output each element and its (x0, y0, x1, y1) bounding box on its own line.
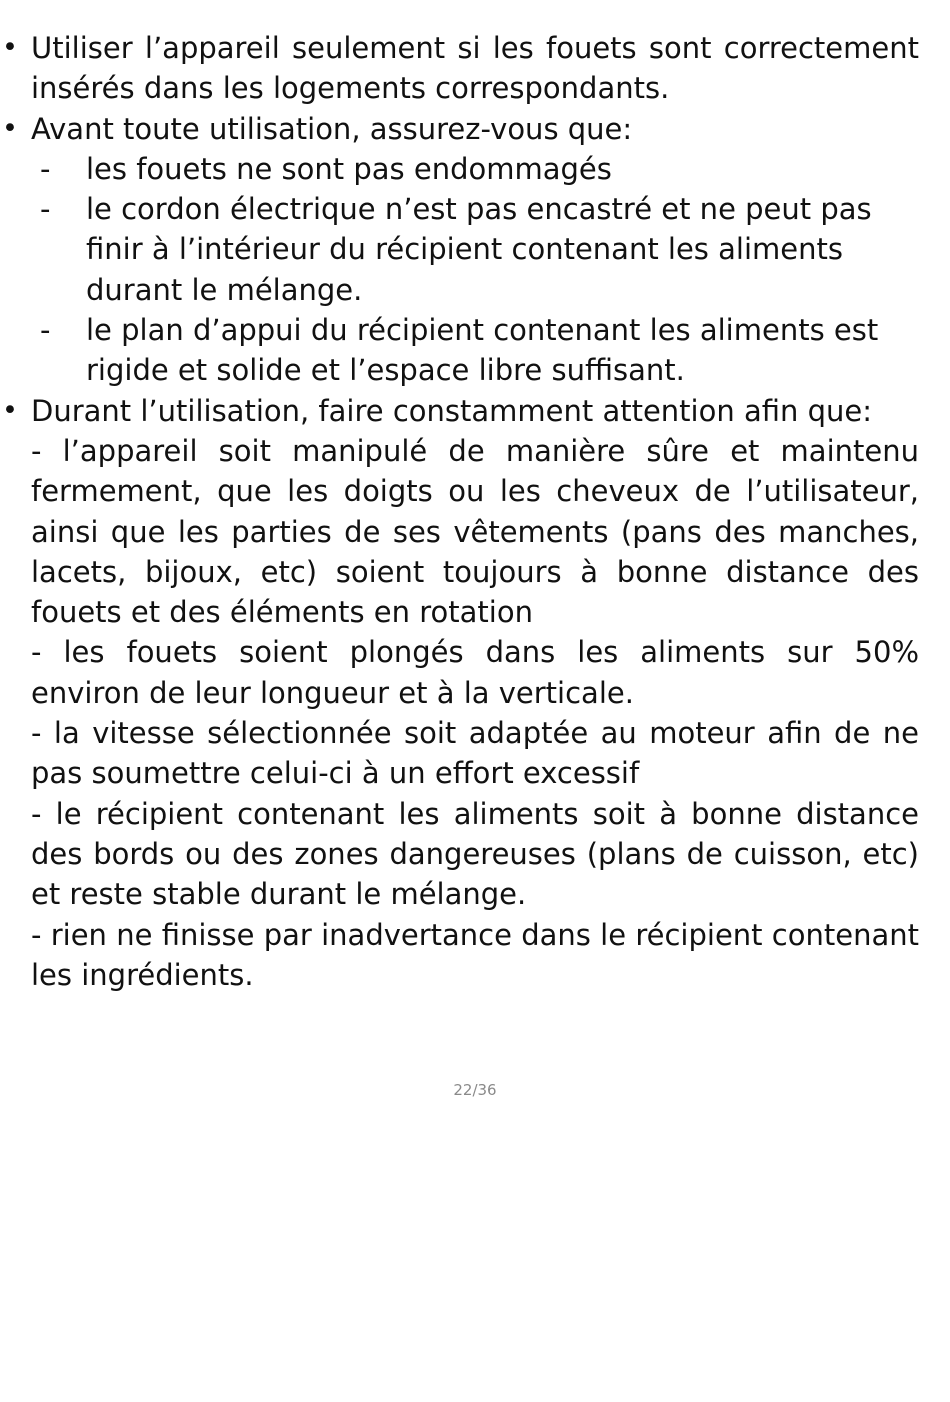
dash-marker: - (40, 151, 51, 186)
dash-marker: - (40, 313, 51, 348)
page-number: 22/36 (453, 1081, 497, 1099)
list-item (31, 149, 919, 189)
paragraph-handling: - l’appareil soit manipulé de manière sûre et maintenu fermement, que les doigts ou les cheveux de l’utilisateur, ainsi que les parties de ses vêtements (pans des manches, lacets, bijoux, etc) soient toujours à bonne distance des fouets et des éléments en rotation (31, 433, 919, 630)
list-item (31, 310, 919, 391)
bullet-insert-whisks (0, 28, 950, 109)
bullet-dot: • (2, 112, 18, 144)
list-item-text: le cordon électrique n’est pas encastré et ne peut pas finir à l’intérieur du récipient contenant les aliments durant le mélange. (86, 192, 872, 307)
paragraph-foreign-objects: - rien ne finisse par inadvertance dans le récipient contenant les ingrédients. (31, 917, 919, 992)
list-item-text: le plan d’appui du récipient contenant les aliments est rigide et solide et l’espace libre suffisant. (86, 313, 879, 388)
page-content (0, 28, 950, 995)
bullet-intro: Durant l’utilisation, faire constamment attention afin que: (31, 393, 872, 428)
list-item (31, 189, 919, 310)
bullet-dot: • (2, 394, 18, 426)
bullet-dot: • (2, 32, 18, 63)
paragraph-speed: - la vitesse sélectionnée soit adaptée au moteur afin de ne pas soumettre celui-ci à un effort excessif (31, 716, 919, 791)
bullet-text: Utiliser l’appareil seulement si les fouets sont correctement insérés dans les logements correspondants. (31, 31, 919, 106)
bullet-during-use (0, 391, 950, 995)
bullet-before-use (0, 109, 950, 391)
dash-marker: - (40, 192, 51, 227)
bullet-intro: Avant toute utilisation, assurez-vous que: (31, 111, 633, 146)
list-item-text: les fouets ne sont pas endommagés (86, 151, 612, 186)
paragraph-container-position: - le récipient contenant les aliments soit à bonne distance des bords ou des zones dangereuses (plans de cuisson, etc) et reste stable durant le mélange. (31, 796, 919, 912)
paragraph-immersion: - les fouets soient plongés dans les aliments sur 50% environ de leur longueur et à la verticale. (31, 635, 919, 710)
